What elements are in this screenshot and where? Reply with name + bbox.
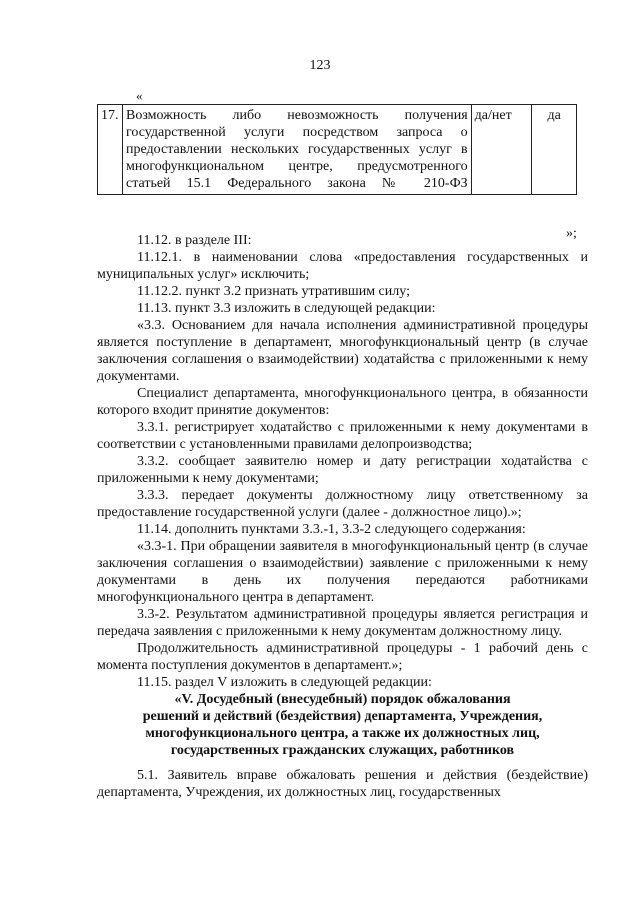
row-value-options: да/нет	[471, 105, 532, 195]
services-table	[97, 104, 577, 195]
paragraph: 3.3.2. сообщает заявителю номер и дату регистрации ходатайства с приложенными к нему документами;	[97, 454, 588, 486]
paragraph: 11.13. пункт 3.3 изложить в следующей редакции:	[137, 301, 436, 316]
page-number: 123	[309, 58, 331, 73]
row-description: Возможность либо невозможность получения государственной услуги посредством запроса о предоставлении нескольких государственных услуг в многофункциональном центре, предусмотренного статьей 15.1 Федерального закона № 210-ФЗ	[122, 105, 471, 195]
heading-line: «V. Досудебный (внесудебный) порядок обжалования	[174, 692, 511, 707]
paragraph: Специалист департамента, многофункционального центра, в обязанности которого входит принятие документов:	[97, 386, 588, 418]
paragraph: 3.3.1. регистрирует ходатайство с приложенными к нему документами в соответствии с установленными правилами делопроизводства;	[97, 420, 588, 452]
heading-line: решений и действий (бездействия) департамента, Учреждения,	[142, 709, 543, 724]
heading-line: государственных гражданских служащих, работников	[170, 743, 515, 758]
paragraph: «3.3. Основанием для начала исполнения административной процедуры является поступление в департамент, многофункциональный центр (в случае заключения соглашения о взаимодействии) ходатайства с приложенными к нему документами.	[97, 318, 588, 384]
row-number: 17.	[98, 105, 123, 195]
paragraph: 11.12. в разделе III:	[137, 233, 252, 248]
section-heading	[97, 691, 588, 759]
paragraph: 5.1. Заявитель вправе обжаловать решения и действия (бездействие) департамента, Учреждения, их должностных лиц, государственных	[97, 768, 588, 800]
document-body	[97, 232, 588, 801]
row-value: да	[532, 105, 577, 195]
table-open-quote: «	[136, 88, 143, 103]
paragraph: «3.3-1. При обращении заявителя в многофункциональный центр (в случае заключения соглашения о взаимодействии) заявление с приложенными к нему документами в день их получения передаются работниками многофункционального центра в департамент.	[97, 539, 588, 605]
table-row	[98, 105, 577, 195]
paragraph: 11.12.1. в наименовании слова «предоставления государственных и муниципальных услуг» исключить;	[97, 250, 588, 282]
paragraph: 11.12.2. пункт 3.2 признать утратившим силу;	[137, 284, 410, 299]
paragraph: 3.3-2. Результатом административной процедуры является регистрация и передача заявления с приложенными к нему документам должностному лицу.	[97, 607, 588, 639]
table-close-quote: »;	[566, 226, 577, 241]
heading-line: многофункционального центра, а также их должностных лиц,	[145, 726, 540, 741]
paragraph: Продолжительность административной процедуры - 1 рабочий день с момента поступления документов в департамент.»;	[97, 641, 588, 673]
paragraph: 11.15. раздел V изложить в следующей редакции:	[137, 675, 432, 690]
paragraph: 11.14. дополнить пунктами 3.3.-1, 3.3-2 следующего содержания:	[137, 522, 526, 537]
paragraph: 3.3.3. передает документы должностному лицу ответственному за предоставление государственной услуги (далее - должностное лицо).»;	[97, 488, 588, 520]
